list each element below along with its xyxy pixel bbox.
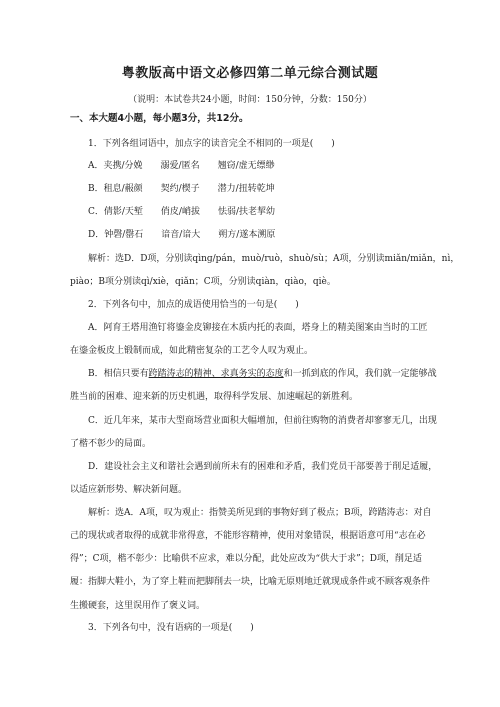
document-title: 粤教版高中语文必修四第二单元综合测试题 [121, 66, 379, 81]
question-2-option-a: 在鎏金板皮上锻制而成，如此精密复杂的工艺令人叹为观止。 [70, 346, 314, 356]
question-2-option-c: 了楷不彰少的局面。 [70, 439, 152, 449]
question-3-stem: 3．下列各句中，没有语病的一项是( ) [88, 623, 254, 633]
question-2-option-b: 胜当前的困难、迎来新的历史机遇，取得科学发展、加速崛起的新胜利。 [70, 392, 359, 402]
option-b-text: B．相信只要有 [88, 369, 149, 379]
question-1-option-b: B．租息/赧颜 契约/楔子 潜力/扭转乾坤 [88, 184, 275, 194]
question-2-option-a: A．阿育王塔用渔钉将鎏金皮铆接在木质内托的表面，塔身上的精美图案由当时的工匠 [88, 323, 428, 333]
question-1-option-d: D．钟磬/罄石 谙音/谙大 朔方/遂本溯原 [88, 230, 276, 240]
question-2-stem: 2．下列各句中，加点的成语使用恰当的一句是( ) [88, 300, 299, 310]
question-1-analysis-line: 解析：选D．D项，分别读qìnɡ/pán，muò/ruò，shuò/sù；A项，分别读miǎn/miǎn，nì， [88, 254, 460, 264]
question-1-stem: 1．下列各组词语中，加点字的读音完全不相同的一项是( ) [88, 139, 335, 149]
option-b-underlined-phrase: 跨踏涛志的精神、求真务实的态度 [148, 369, 284, 379]
question-2-analysis-line: 得”；C项，楷不彰少：比喻供不应求，难以分配，此处应改为“供大于求”；D项，削足适 [70, 554, 422, 564]
question-2-option-b [88, 368, 440, 380]
exam-instructions: （说明：本试卷共24小题，时间：150分钟，分数：150分） [128, 95, 372, 105]
question-1-analysis-line: piào；B项分别读qì/xiè，qiǎn；C项，分别读qiàn，qiào，qiè。 [70, 277, 336, 287]
question-2-option-c: C．近几年来，某市大型商场营业面积大幅增加，但前往购物的消费者却寥寥无几，出现 [88, 416, 437, 426]
option-b-text: 和一抓到底的作风，我们就一定能够战 [283, 369, 437, 379]
question-2-analysis-line: 生搬硬套，这里误用作了褒义词。 [70, 601, 206, 611]
question-1-option-a: A．夹携/分娩 溺爱/匿名 翘窃/虚无缥缈 [88, 161, 275, 171]
question-2-option-d: 以适应新形势、解决新问题。 [70, 485, 188, 495]
question-2-option-d: D．建设社会主义和谐社会遇到前所未有的困难和矛盾，我们党员干部要善于削足适履， [88, 462, 438, 472]
question-2-analysis-line: 履：指脚大鞋小，为了穿上鞋而把脚削去一块，比喻无原则地迁就现成条件或不顾客观条件 [70, 577, 431, 587]
question-1-option-c: C．倩影/天堑 俏皮/峭拔 怯弱/扶老挈幼 [88, 207, 275, 217]
section-heading: 一、本大题4小题，每小题3分，共12分。 [70, 113, 249, 124]
question-2-analysis-line: 解析：选A．A项，叹为观止：指赞美所见到的事物好到了极点；B项，跨踏涛志：对自 [88, 508, 432, 518]
question-2-analysis-line: 己的现状或者取得的成就非常得意，不能形容精神，使用对象错误，根据语意可用“志在必 [70, 531, 426, 541]
